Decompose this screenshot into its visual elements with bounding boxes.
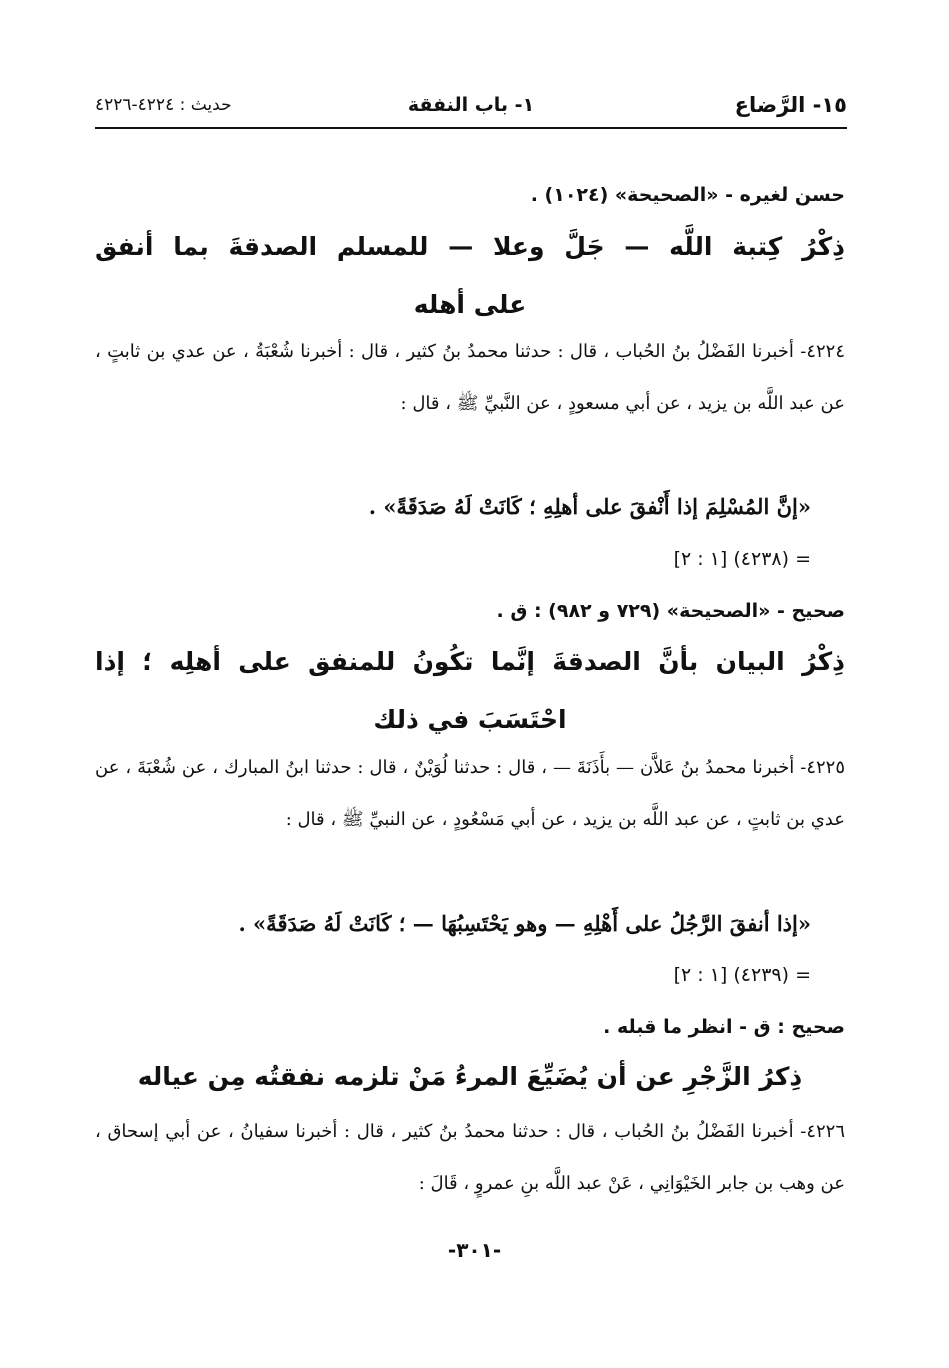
grade-top: حسن لغيره - «الصحيحة» (١٠٢٤) . bbox=[530, 184, 845, 206]
heading-3-line-1: ذِكرُ الزَّجْرِ عن أن يُضَيِّعَ المرءُ مَنْ تلزمه نفقتُه مِن عياله bbox=[137, 1062, 803, 1091]
hadith-4224-matn: «إنَّ المُسْلِمَ إذا أَنْفقَ على أهلِهِ ؛ كَانَتْ لَهُ صَدَقَةً» . bbox=[368, 494, 811, 519]
hadith-4225-isnad: ٤٢٢٥- أخبرنا محمدُ بنُ عَلاَّن — بأَذَنَةَ — ، قال : حدثنا لُوَيْنٌ ، قال : حدثنا ابنُ المبارك ، عن شُعْبَةَ ، عن عدي بن ثابتٍ ، عن عبد اللَّه بن يزيد ، عن أبي مَسْعُودٍ ، عن النبيِّ ﷺ ، قال : bbox=[95, 757, 845, 830]
hadith-4224-ref: = (٤٢٣٨) [١ : ٢] bbox=[673, 548, 811, 570]
heading-2 bbox=[95, 633, 845, 749]
page-number: -٣٠١- bbox=[447, 1238, 502, 1262]
hadith-4224-isnad: ٤٢٢٤- أخبرنا الفَضْلُ بنُ الحُباب ، قال : حدثنا محمدُ بنُ كثير ، قال : أخبرنا شُعْبَةُ ، عن عدي بن ثابتٍ ، عن عبد اللَّه بن يزيد ، عن أبي مسعودٍ ، عن النَّبيِّ ﷺ ، قال : bbox=[95, 341, 845, 414]
hadith-4225-ref: = (٤٢٣٩) [١ : ٢] bbox=[673, 964, 811, 986]
running-header bbox=[95, 86, 847, 124]
heading-1 bbox=[95, 218, 845, 334]
hadith-4224-grade: صحيح - «الصحيحة» (٧٢٩ و ٩٨٢) : ق . bbox=[496, 600, 845, 622]
hadith-4225-matn: «إذا أنفقَ الرَّجُلُ على أَهْلِهِ — وهو يَحْتَسِبُهَا — ؛ كَانَتْ لَهُ صَدَقَةً» . bbox=[238, 911, 811, 936]
heading-1-line-1: ذِكْرُ كِتبة اللَّه — جَلَّ وعلا — للمسلم الصدقةَ بما أنفق bbox=[95, 232, 845, 261]
hadith-range: حديث : ٤٢٢٤-٤٢٢٦ bbox=[95, 95, 232, 115]
section-title: ١- باب النفقة bbox=[407, 94, 535, 116]
header-divider bbox=[95, 127, 847, 129]
hadith-4226-isnad: ٤٢٢٦- أخبرنا الفَضْلُ بنُ الحُباب ، قال : حدثنا محمدُ بنُ كثير ، قال : أخبرنا سفيانُ ، عن أبي إسحاق ، عن وهب بن جابر الخَيْوَانِي ، عَنْ عبد اللَّه بنِ عمروٍ ، قَالَ : bbox=[95, 1121, 845, 1194]
heading-1-line-2: على أهله bbox=[413, 290, 527, 319]
chapter-title: ١٥- الرَّضاع bbox=[734, 93, 847, 117]
hadith-4225-grade: صحيح : ق - انظر ما قبله . bbox=[603, 1016, 845, 1038]
heading-2-line-2: احْتَسَبَ في ذلك bbox=[373, 705, 567, 734]
heading-3 bbox=[95, 1048, 845, 1106]
heading-2-line-1: ذِكْرُ البيان بأنَّ الصدقةَ إنَّما تكُونُ للمنفق على أهلِه ؛ إذا bbox=[95, 647, 845, 676]
